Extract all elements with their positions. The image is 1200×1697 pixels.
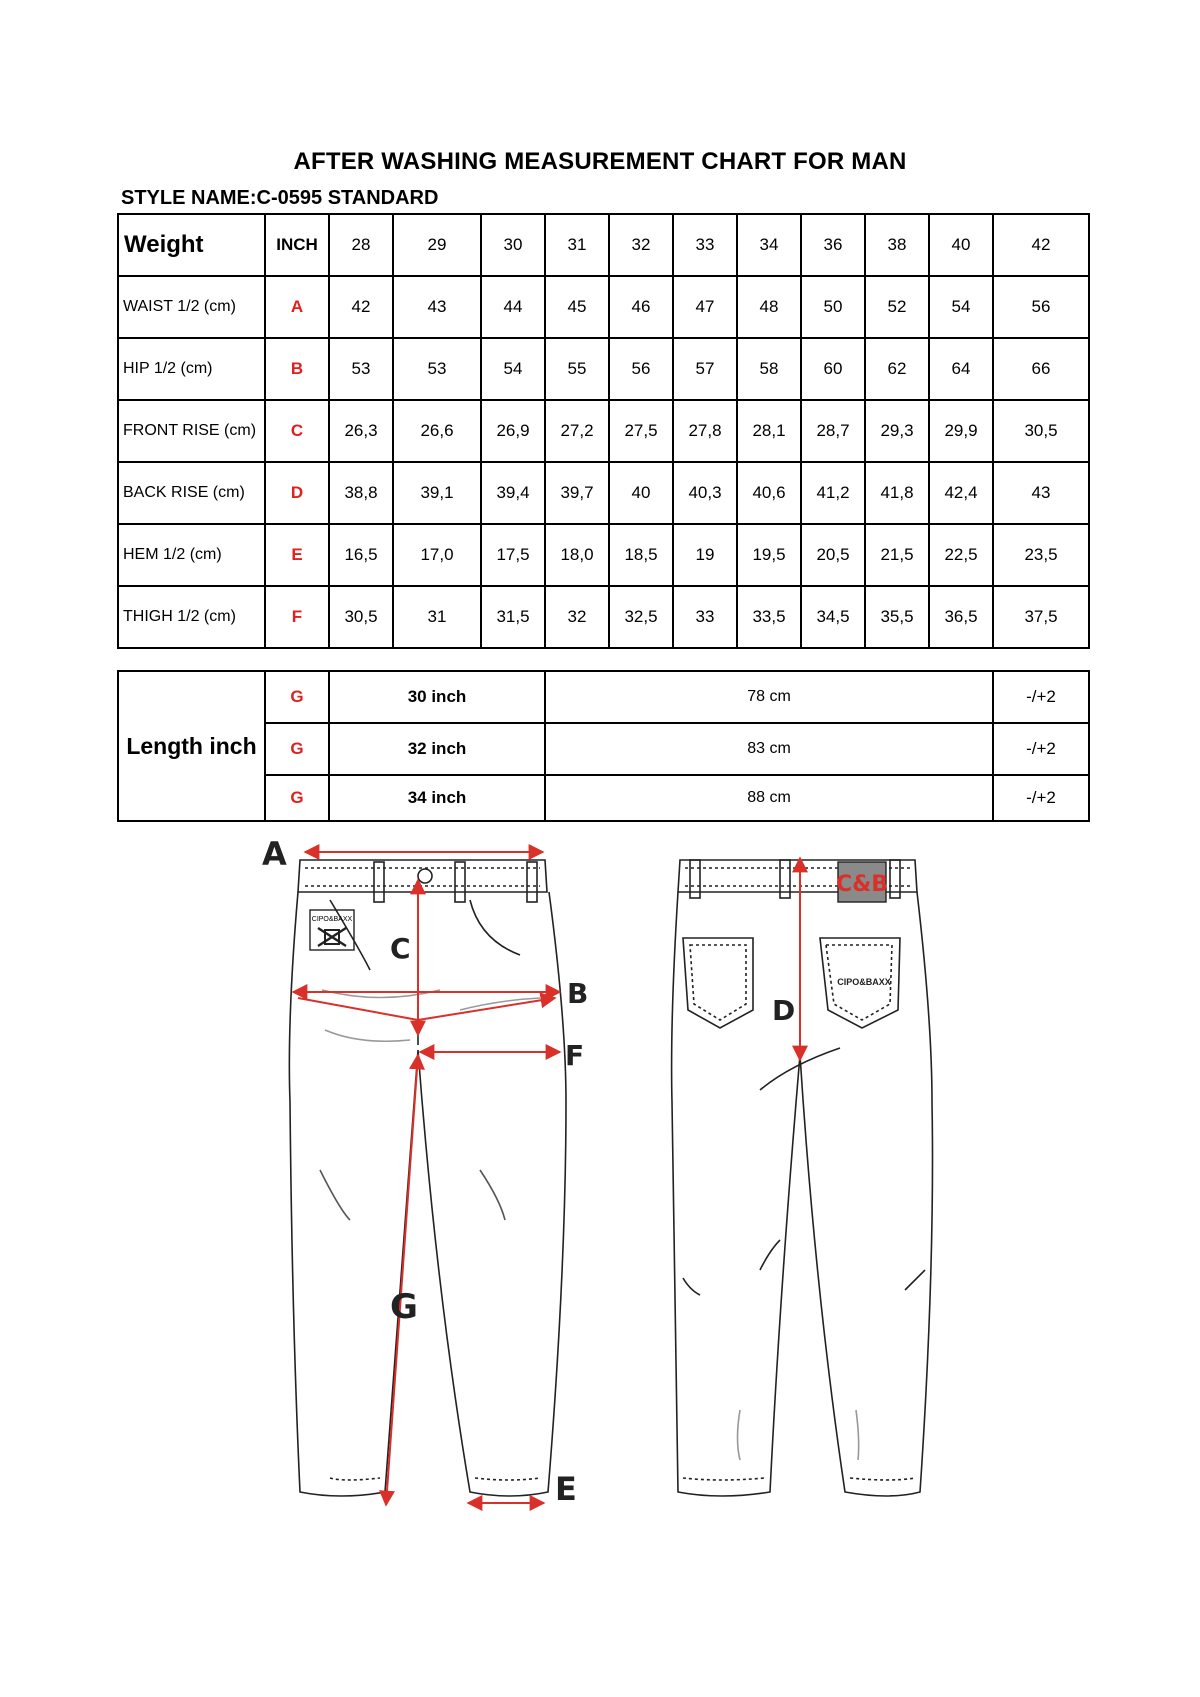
measurement-value: 60 [801,338,865,400]
measurement-value: 28,1 [737,400,801,462]
measure-code: A [265,276,329,338]
measurement-value: 42,4 [929,462,993,524]
measurement-value: 37,5 [993,586,1089,648]
measurement-value: 56 [993,276,1089,338]
size-header: 32 [609,214,673,276]
measurement-row [118,586,1089,648]
measurement-value: 43 [393,276,481,338]
measurement-value: 36,5 [929,586,993,648]
measurement-value: 53 [329,338,393,400]
measurement-value: 20,5 [801,524,865,586]
logo-text: C&B [835,872,889,897]
measurement-label: WAIST 1/2 (cm) [118,276,265,338]
measurement-label: BACK RISE (cm) [118,462,265,524]
measurement-value: 39,4 [481,462,545,524]
measurement-value: 41,2 [801,462,865,524]
label-B: B [567,977,589,1010]
measurement-value: 40,6 [737,462,801,524]
measurement-value: 64 [929,338,993,400]
measure-code: B [265,338,329,400]
measurement-value: 27,8 [673,400,737,462]
measurement-value: 39,7 [545,462,609,524]
measurement-value: 26,6 [393,400,481,462]
measurement-value: 42 [329,276,393,338]
measurement-label: HEM 1/2 (cm) [118,524,265,586]
measurement-row [118,462,1089,524]
measurement-value: 39,1 [393,462,481,524]
measure-code: G [265,671,329,723]
measurement-value: 54 [481,338,545,400]
measurement-label: HIP 1/2 (cm) [118,338,265,400]
length-tolerance: -/+2 [993,671,1089,723]
measure-code: G [265,775,329,821]
measurement-label: FRONT RISE (cm) [118,400,265,462]
length-cm: 83 cm [545,723,993,775]
measurement-value: 34,5 [801,586,865,648]
size-header: 31 [545,214,609,276]
length-inch: 34 inch [329,775,545,821]
measurement-value: 53 [393,338,481,400]
measurement-value: 47 [673,276,737,338]
size-header: 36 [801,214,865,276]
measure-code: D [265,462,329,524]
size-header: 28 [329,214,393,276]
measurement-value: 23,5 [993,524,1089,586]
measurement-value: 21,5 [865,524,929,586]
measurement-row [118,400,1089,462]
size-header: 33 [673,214,737,276]
measurement-value: 32 [545,586,609,648]
measurement-value: 66 [993,338,1089,400]
measurement-value: 58 [737,338,801,400]
measurement-value: 31 [393,586,481,648]
patch-brand-text: CIPO&BAXX [311,916,353,923]
measurement-value: 57 [673,338,737,400]
style-name: STYLE NAME:C-0595 STANDARD [121,187,439,209]
measurement-value: 35,5 [865,586,929,648]
measurement-row [118,276,1089,338]
size-header: 40 [929,214,993,276]
measurement-value: 45 [545,276,609,338]
measurement-value: 27,5 [609,400,673,462]
length-cm: 88 cm [545,775,993,821]
back-view [672,860,933,1496]
measurement-value: 41,8 [865,462,929,524]
size-header: 29 [393,214,481,276]
front-view [289,860,566,1496]
length-cm: 78 cm [545,671,993,723]
measurement-row [118,338,1089,400]
label-A: A [262,835,287,873]
size-header: 30 [481,214,545,276]
label-D: D [772,994,796,1027]
measurement-value: 19 [673,524,737,586]
measurement-value: 54 [929,276,993,338]
size-table [117,213,1090,649]
measurement-value: 50 [801,276,865,338]
measurement-value: 16,5 [329,524,393,586]
length-inch: 30 inch [329,671,545,723]
measurement-value: 40 [609,462,673,524]
length-label: Length inch [118,671,265,821]
label-G: G [390,1287,418,1327]
measurement-value: 17,5 [481,524,545,586]
size-header: 34 [737,214,801,276]
measure-code: E [265,524,329,586]
length-row [118,671,1089,723]
page-title: AFTER WASHING MEASUREMENT CHART FOR MAN [293,148,907,175]
length-tolerance: -/+2 [993,775,1089,821]
measurement-value: 32,5 [609,586,673,648]
measurement-value: 22,5 [929,524,993,586]
measurement-value: 29,3 [865,400,929,462]
measurement-label: THIGH 1/2 (cm) [118,586,265,648]
measurement-value: 18,0 [545,524,609,586]
size-header: 42 [993,214,1089,276]
measurement-value: 28,7 [801,400,865,462]
measurement-value: 38,8 [329,462,393,524]
measure-code: C [265,400,329,462]
length-table [117,670,1090,822]
measurement-value: 19,5 [737,524,801,586]
measurement-value: 31,5 [481,586,545,648]
label-C: C [390,932,411,965]
measurement-value: 26,9 [481,400,545,462]
measure-letters-front [262,835,588,1508]
weight-header: Weight [118,214,265,276]
pocket-brand-text: CIPO&BAXX [837,977,891,987]
measurement-value: 62 [865,338,929,400]
measurement-value: 46 [609,276,673,338]
measurement-value: 30,5 [993,400,1089,462]
measurement-value: 56 [609,338,673,400]
label-E: E [555,1470,577,1508]
length-tolerance: -/+2 [993,723,1089,775]
measurement-value: 43 [993,462,1089,524]
measurement-value: 29,9 [929,400,993,462]
measurement-value: 40,3 [673,462,737,524]
measurement-value: 33,5 [737,586,801,648]
measurement-value: 55 [545,338,609,400]
inch-header: INCH [265,214,329,276]
measurement-value: 18,5 [609,524,673,586]
measure-code: G [265,723,329,775]
measurement-value: 48 [737,276,801,338]
label-F: F [565,1039,585,1072]
measurement-value: 52 [865,276,929,338]
measurement-value: 26,3 [329,400,393,462]
measurement-value: 30,5 [329,586,393,648]
measurement-row [118,524,1089,586]
jeans-diagram [0,820,1200,1540]
header-row [118,214,1089,276]
measurement-value: 33 [673,586,737,648]
back-logo [836,862,888,902]
size-header: 38 [865,214,929,276]
measure-code: F [265,586,329,648]
length-inch: 32 inch [329,723,545,775]
measurement-value: 44 [481,276,545,338]
measurement-value: 17,0 [393,524,481,586]
measurement-value: 27,2 [545,400,609,462]
